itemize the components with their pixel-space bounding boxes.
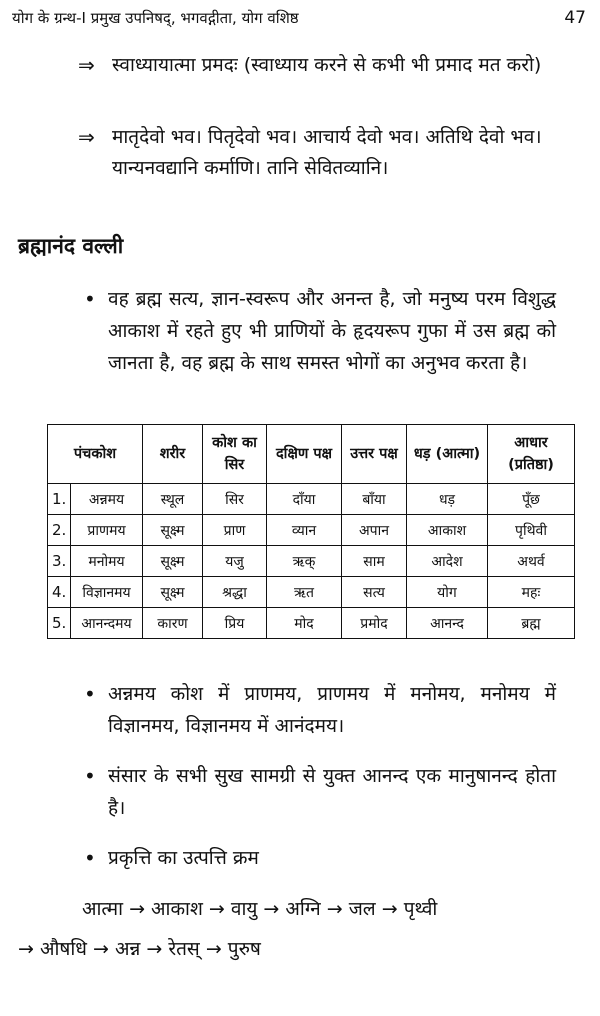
- arrow-item-text: स्वाध्यायात्मा प्रमदः (स्वाध्याय करने से कभी भी प्रमाद मत करो): [112, 54, 542, 76]
- table-cell: प्राणमय: [71, 515, 143, 546]
- table-cell: अथर्व: [488, 546, 575, 577]
- bullet-text: प्रकृत्ति का उत्पत्ति क्रम: [108, 847, 259, 869]
- page-header: [12, 8, 586, 28]
- table-cell: पृथिवी: [488, 515, 575, 546]
- table-cell: दाँया: [267, 484, 342, 515]
- bullet-icon: •: [84, 764, 96, 788]
- table-row: [48, 608, 575, 639]
- creation-chain-line-2: → औषधि → अन्न → रेतस् → पुरुष: [18, 938, 261, 960]
- table-cell: सूक्ष्म: [143, 515, 203, 546]
- table-cell: योग: [407, 577, 488, 608]
- arrow-item-2: [78, 122, 552, 184]
- row-number: 3.: [48, 546, 71, 577]
- table-cell: साम: [342, 546, 407, 577]
- table-cell: पूँछ: [488, 484, 575, 515]
- arrow-item-1: [78, 50, 552, 81]
- table-cell: ऋत: [267, 577, 342, 608]
- header-cell: शरीर: [143, 425, 203, 484]
- row-number: 1.: [48, 484, 71, 515]
- double-arrow-icon: ⇒: [78, 125, 95, 149]
- table-cell: ऋक्: [267, 546, 342, 577]
- table-row: [48, 546, 575, 577]
- row-number: 4.: [48, 577, 71, 608]
- bullet-icon: •: [84, 287, 96, 311]
- table-cell: यजु: [203, 546, 267, 577]
- table-cell: सिर: [203, 484, 267, 515]
- table-cell: प्रमोद: [342, 608, 407, 639]
- table-row: [48, 577, 575, 608]
- section-heading: ब्रह्मानंद वल्ली: [18, 234, 124, 258]
- bullet-icon: •: [84, 682, 96, 706]
- header-cell: कोश का सिर: [203, 425, 267, 484]
- table-cell: अपान: [342, 515, 407, 546]
- table-cell: व्यान: [267, 515, 342, 546]
- header-cell: पंचकोश: [48, 425, 143, 484]
- bullet-kosha-order: [84, 678, 556, 742]
- table-row: [48, 484, 575, 515]
- creation-chain-line-1: आत्मा → आकाश → वायु → अग्नि → जल → पृथ्वी: [82, 898, 438, 920]
- table-cell: विज्ञानमय: [71, 577, 143, 608]
- table-cell: आनन्द: [407, 608, 488, 639]
- table-cell: बाँया: [342, 484, 407, 515]
- table-cell: ब्रह्म: [488, 608, 575, 639]
- intro-paragraph: [84, 283, 556, 379]
- bullet-text: अन्नमय कोश में प्राणमय, प्राणमय में मनोमय, मनोमय में विज्ञानमय, विज्ञानमय में आनंदमय।: [108, 683, 556, 737]
- table-cell: सत्य: [342, 577, 407, 608]
- table-cell: अन्नमय: [71, 484, 143, 515]
- table-cell: धड़: [407, 484, 488, 515]
- table-cell: प्राण: [203, 515, 267, 546]
- table-cell: मनोमय: [71, 546, 143, 577]
- table-header-row: [48, 425, 575, 484]
- table-cell: प्रिय: [203, 608, 267, 639]
- page-number: 47: [564, 8, 586, 28]
- intro-text: वह ब्रह्म सत्य, ज्ञान-स्वरूप और अनन्त है, जो मनुष्य परम विशुद्ध आकाश में रहते हुए भी प्राणियों के हृदयरूप गुफा में उस ब्रह्म को जानता है, वह ब्रह्म के साथ समस्त भोगों का अनुभव करता है।: [108, 288, 556, 374]
- table-cell: आकाश: [407, 515, 488, 546]
- row-number: 2.: [48, 515, 71, 546]
- header-cell: धड़ (आत्मा): [407, 425, 488, 484]
- table-cell: सूक्ष्म: [143, 577, 203, 608]
- table-cell: सूक्ष्म: [143, 546, 203, 577]
- table-cell: श्रद्धा: [203, 577, 267, 608]
- table-row: [48, 515, 575, 546]
- table-cell: आदेश: [407, 546, 488, 577]
- header-cell: दक्षिण पक्ष: [267, 425, 342, 484]
- table-cell: कारण: [143, 608, 203, 639]
- pancha-kosha-table: [47, 424, 575, 639]
- bullet-prakriti: [84, 842, 556, 874]
- bullet-icon: •: [84, 846, 96, 870]
- row-number: 5.: [48, 608, 71, 639]
- bullet-manushananda: [84, 760, 556, 824]
- bullet-text: संसार के सभी सुख सामग्री से युक्त आनन्द एक मानुषानन्द होता है।: [108, 765, 556, 819]
- header-cell: उत्तर पक्ष: [342, 425, 407, 484]
- table-cell: महः: [488, 577, 575, 608]
- double-arrow-icon: ⇒: [78, 53, 95, 77]
- table-cell: मोद: [267, 608, 342, 639]
- table-cell: स्थूल: [143, 484, 203, 515]
- header-cell: आधार (प्रतिष्ठा): [488, 425, 575, 484]
- table-cell: आनन्दमय: [71, 608, 143, 639]
- arrow-item-text: मातृदेवो भव। पितृदेवो भव। आचार्य देवो भव। अतिथि देवो भव। यान्यनवद्यानि कर्माणि। तानि सेवितव्यानि।: [112, 126, 542, 179]
- running-title: योग के ग्रन्थ-I प्रमुख उपनिषद्, भगवद्गीता, योग वशिष्ठ: [12, 9, 299, 27]
